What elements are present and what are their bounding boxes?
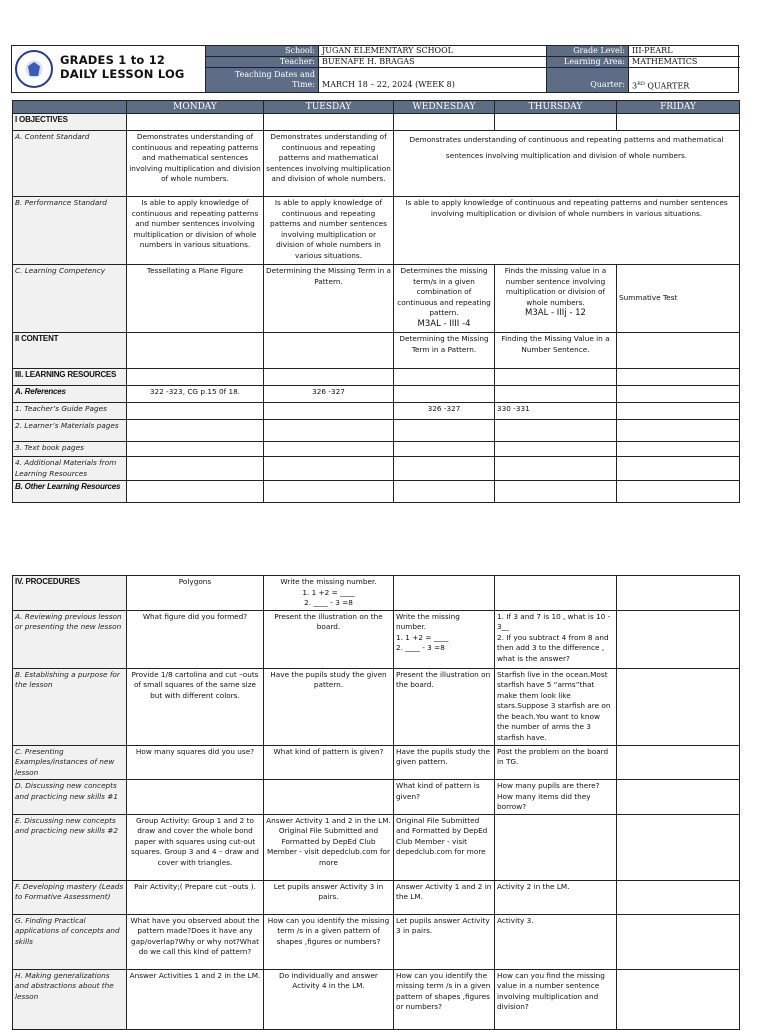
discussing-2-wednesday: Original File Submitted and Formatted by DepEd Club Member - visit depedclub.com for more [394, 814, 495, 880]
header-row-teacher [206, 57, 740, 68]
quarter-suffix: QUARTER [644, 81, 690, 91]
other-resources-label: B. Other Learning Resources [15, 482, 121, 491]
content-standard-tuesday: Demonstrates understanding of continuous and repeating patterns and mathematical sentences involving multiplication and division of whole numbers. [264, 131, 394, 197]
quarter-label: Quarter: [546, 68, 628, 92]
header-box [11, 45, 739, 93]
school-label: School: [206, 46, 318, 56]
textbook-label: 3. Text book pages [13, 442, 127, 457]
references-label: A. References [15, 387, 66, 396]
discussing-2-row [13, 814, 740, 880]
practical-applications-row [13, 914, 740, 969]
reviewing-tuesday: Present the illustration on the board. [264, 610, 394, 668]
day-header-monday: MONDAY [127, 101, 264, 114]
performance-standard-monday: Is able to apply knowledge of continuous and repeating patterns and number sentences involving multiplication or division of whole numbers in various situations. [127, 197, 264, 265]
generalizations-wednesday: How can you identify the missing term /s in a given pattern of shapes ,figures or numbers? [394, 969, 495, 1029]
content-heading: II CONTENT [15, 334, 59, 343]
content-standard-wed-fri: Demonstrates understanding of continuous and repeating patterns and mathematical sentences involving multiplication and division of whole numbers. [394, 131, 740, 197]
dates-label-line-1: Teaching Dates and [234, 70, 315, 79]
learners-materials-label: 2. Learner’s Materials pages [13, 420, 127, 442]
competency-wednesday [394, 265, 495, 333]
learning-competency-label: C. Learning Competency [13, 265, 127, 333]
teachers-guide-label: 1. Teacher’s Guide Pages [13, 403, 127, 420]
performance-standard-wed-fri: Is able to apply knowledge of continuous and repeating patterns and number sentences involving multiplication or division of whole numbers in various situations. [394, 197, 740, 265]
corner-cell [13, 101, 127, 114]
discussing-2-tuesday: Answer Activity 1 and 2 in the LM. Original File Submitted and Formatted by DepEd Club Member - visit depedclub.com for more [264, 814, 394, 880]
objectives-table [12, 100, 740, 503]
practical-applications-wednesday: Let pupils answer Activity 3 in pairs. [394, 914, 495, 969]
presenting-thursday: Post the problem on the board in TG. [495, 745, 617, 780]
day-header-friday: FRIDAY [617, 101, 740, 114]
learning-area-value: MATHEMATICS [628, 57, 740, 67]
references-row [13, 386, 740, 403]
presenting-label: C. Presenting Examples/instances of new lesson [13, 745, 127, 780]
procedures-monday: Polygons [127, 576, 264, 611]
dates-label-line-2: Time: [292, 80, 315, 89]
purpose-tuesday: Have the pupils study the given pattern. [264, 668, 394, 745]
content-standard-row [13, 131, 740, 197]
practical-applications-monday: What have you observed about the pattern made?Does it have any gap/overlap?Why or why not?What do we call this kind of pattern? [127, 914, 264, 969]
objectives-row [13, 114, 740, 131]
practical-applications-thursday: Activity 3. [495, 914, 617, 969]
school-value: JUGAN ELEMENTARY SCHOOL [318, 46, 546, 56]
learning-resources-heading: III. LEARNING RESOURCES [15, 370, 117, 379]
reviewing-wednesday-line-3: 2. ____ - 3 =8 [396, 643, 445, 652]
references-tuesday: 326 -327 [264, 386, 394, 403]
competency-thursday [495, 265, 617, 333]
learning-area-label: Learning Area: [546, 57, 628, 67]
title-line-2: DAILY LESSON LOG [60, 67, 185, 81]
competency-wednesday-code: M3AL - IIII -4 [417, 318, 471, 329]
performance-standard-tuesday: Is able to apply knowledge of continuous and repeating patterns and number sentences involving multiplication or division of whole numbers in various situations. [264, 197, 394, 265]
grade-level-label: Grade Level: [546, 46, 628, 56]
generalizations-tuesday: Do individually and answer Activity 4 in the LM. [264, 969, 394, 1029]
procedures-tuesday [264, 576, 394, 611]
procedures-tuesday-line-1: Write the missing number. [280, 577, 377, 586]
content-thursday: Finding the Missing Value in a Number Sentence. [495, 333, 617, 369]
generalizations-thursday: How can you find the missing value in a number sentence involving multiplication and division? [495, 969, 617, 1029]
procedures-table [12, 575, 740, 1030]
day-header-thursday: THURSDAY [495, 101, 617, 114]
discussing-2-label: E. Discussing new concepts and practicing new skills #2 [13, 814, 127, 880]
quarter-number: 3 [632, 81, 638, 91]
header-row-school [206, 46, 740, 57]
dates-value: MARCH 18 – 22, 2024 (WEEK 8) [318, 68, 546, 92]
reviewing-label: A. Reviewing previous lesson or presenting the new lesson [13, 610, 127, 668]
performance-standard-row [13, 197, 740, 265]
reviewing-thursday [495, 610, 617, 668]
title-line-1: GRADES 1 to 12 [60, 53, 166, 67]
presenting-monday: How many squares did you use? [127, 745, 264, 780]
teacher-label: Teacher: [206, 57, 318, 67]
developing-mastery-thursday: Activity 2 in the LM. [495, 880, 617, 914]
content-row [13, 333, 740, 369]
learning-competency-row [13, 265, 740, 333]
procedures-heading: IV. PROCEDURES [15, 577, 80, 586]
deped-seal-icon [15, 50, 53, 88]
generalizations-row [13, 969, 740, 1029]
discussing-1-thursday: How many pupils are there? How many items did they borrow? [495, 780, 617, 815]
reviewing-thursday-line-1: 1. If 3 and 7 is 10 , what is 10 - 3__ [497, 611, 611, 631]
discussing-2-monday: Group Activity: Group 1 and 2 to draw and cover the whole bond paper with squares using cut-out squares. Group 3 and 4 – draw and cover with triangles. [127, 814, 264, 880]
grade-level-value: III-PEARL [628, 46, 740, 56]
quarter-value [628, 68, 740, 92]
day-header-wednesday: WEDNESDAY [394, 101, 495, 114]
reviewing-thursday-line-2: 2. If you subtract 4 from 8 and then add 3 to the difference , what is the answer? [497, 632, 609, 663]
developing-mastery-wednesday: Answer Activity 1 and 2 in the LM. [394, 880, 495, 914]
header-row-dates [206, 68, 740, 92]
other-resources-row [13, 481, 740, 503]
procedures-tuesday-line-3: 2. ____ - 3 =8 [304, 598, 353, 607]
discussing-1-wednesday: What kind of pattern is given? [394, 780, 495, 815]
competency-friday: Summative Test [617, 265, 740, 333]
content-standard-monday: Demonstrates understanding of continuous and repeating patterns and mathematical sentences involving multiplication and division of whole numbers. [127, 131, 264, 197]
reviewing-wednesday-line-1: Write the missing number. [396, 611, 460, 631]
competency-wednesday-text: Determines the missing term/s in a given combination of continuous and repeating pattern. [397, 266, 491, 317]
developing-mastery-tuesday: Let pupils answer Activity 3 in pairs. [264, 880, 394, 914]
purpose-monday: Provide 1/8 cartolina and cut –outs of small squares of the same size but with different colors. [127, 668, 264, 745]
purpose-wednesday: Present the illustration on the board. [394, 668, 495, 745]
document-title [60, 53, 185, 81]
developing-mastery-monday: Pair Activity;( Prepare cut –outs ). [127, 880, 264, 914]
generalizations-monday: Answer Activities 1 and 2 in the LM. [127, 969, 264, 1029]
reviewing-row [13, 610, 740, 668]
teacher-value: BUENAFE H. BRAGAS [318, 57, 546, 67]
procedures-row [13, 576, 740, 611]
practical-applications-tuesday: How can you identify the missing term /s in a given pattern of shapes ,figures or numbers? [264, 914, 394, 969]
purpose-thursday: Starfish live in the ocean.Most starfish have 5 “arms”that make them look like stars.Suppose 3 starfish are on the beach.You want to know the number of arms the 3 starfish have. [495, 668, 617, 745]
teachers-guide-row [13, 403, 740, 420]
header-info-grid [205, 46, 740, 92]
reviewing-wednesday [394, 610, 495, 668]
additional-materials-label: 4. Additional Materials from Learning Resources [13, 457, 127, 481]
purpose-row [13, 668, 740, 745]
dates-label [206, 68, 318, 92]
procedures-tuesday-line-2: 1. 1 +2 = ____ [302, 587, 355, 597]
content-wednesday: Determining the Missing Term in a Pattern. [394, 333, 495, 369]
developing-mastery-row [13, 880, 740, 914]
teachers-guide-thursday: 330 -331 [495, 403, 617, 420]
competency-monday: Tessellating a Plane Figure [127, 265, 264, 333]
discussing-1-row [13, 780, 740, 815]
competency-thursday-text: Finds the missing value in a number sentence involving multiplication or division of whole numbers. [504, 266, 607, 307]
developing-mastery-label: F. Developing mastery (Leads to Formative Assessment) [13, 880, 127, 914]
textbook-row [13, 442, 740, 457]
presenting-wednesday: Have the pupils study the given pattern. [394, 745, 495, 780]
additional-materials-row [13, 457, 740, 481]
teachers-guide-wednesday: 326 -327 [394, 403, 495, 420]
objectives-heading: I OBJECTIVES [15, 115, 68, 124]
references-monday: 322 -323, CG p.15 0f 18. [127, 386, 264, 403]
reviewing-monday: What figure did you formed? [127, 610, 264, 668]
competency-tuesday: Determining the Missing Term in a Pattern. [264, 265, 394, 333]
practical-applications-label: G. Finding Practical applications of concepts and skills [13, 914, 127, 969]
day-header-row [13, 101, 740, 114]
purpose-label: B. Establishing a purpose for the lesson [13, 668, 127, 745]
generalizations-label: H. Making generalizations and abstractions about the lesson [13, 969, 127, 1029]
learners-materials-row [13, 420, 740, 442]
competency-thursday-code: M3AL - IIIj - 12 [525, 308, 586, 318]
presenting-row [13, 745, 740, 780]
presenting-tuesday: What kind of pattern is given? [264, 745, 394, 780]
reviewing-wednesday-line-2: 1. 1 +2 = ____ [396, 632, 449, 642]
learning-resources-row [13, 369, 740, 386]
discussing-1-label: D. Discussing new concepts and practicing new skills #1 [13, 780, 127, 815]
day-header-tuesday: TUESDAY [264, 101, 394, 114]
content-standard-label: A. Content Standard [13, 131, 127, 197]
performance-standard-label: B. Performance Standard [13, 197, 127, 265]
quarter-superscript: RD [637, 81, 645, 87]
